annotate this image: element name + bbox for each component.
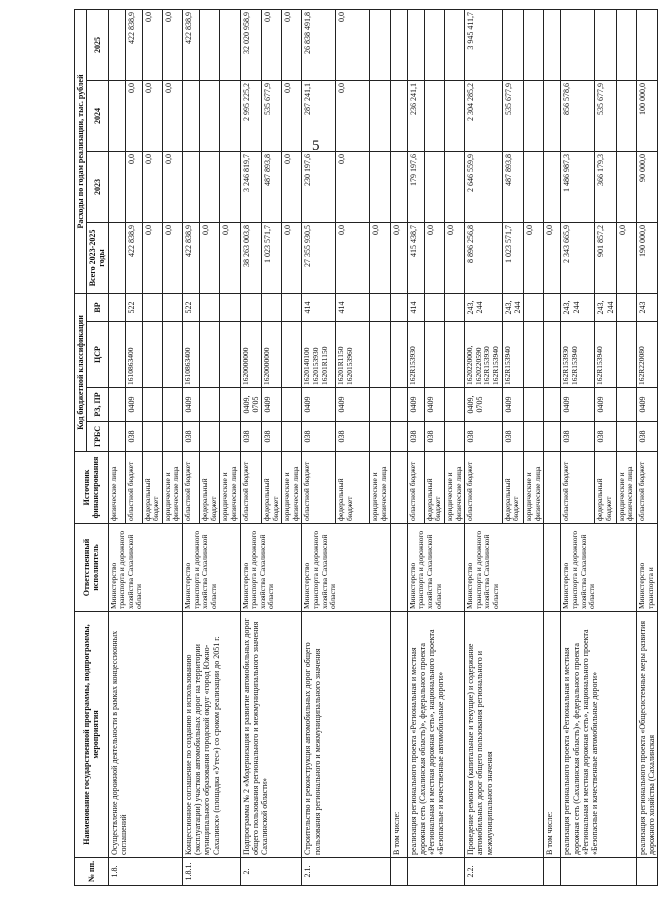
rz-cell: 0409: [407, 388, 424, 422]
vr-cell: [108, 293, 125, 321]
measure-name-cell: В том числе:: [544, 612, 561, 858]
source-cell: юридические и физические лица: [524, 452, 544, 524]
source-cell: областной бюджет: [636, 452, 657, 524]
grbs-cell: 038: [240, 422, 261, 452]
year-2024-cell: 2 995 225,2: [240, 80, 261, 151]
row-number-cell: 2.2.: [465, 858, 544, 886]
vr-cell: 243, 244: [465, 293, 503, 321]
total-cell: [108, 222, 125, 293]
year-2023-cell: [616, 151, 636, 222]
responsible-cell: Министерство транспорта и: [636, 524, 657, 612]
year-2025-cell: 3 945 411,7: [465, 9, 503, 80]
total-cell: 0,0: [524, 222, 544, 293]
measure-name-cell: реализация регионального проекта «Общесистемные меры развития дорожного хозяйства (Сахалинская: [636, 612, 657, 858]
rz-cell: [282, 388, 302, 422]
row-number-cell: [561, 858, 637, 886]
responsible-cell: Министерство транспорта и дорожного хозяйства Сахалинской области: [108, 524, 183, 612]
year-2025-cell: 422 838,9: [183, 9, 200, 80]
year-2025-cell: [524, 9, 544, 80]
year-2023-cell: 0,0: [125, 151, 142, 222]
total-cell: 0,0: [370, 222, 390, 293]
grbs-cell: 038: [302, 422, 336, 452]
year-2025-cell: [108, 9, 125, 80]
table-row: [636, 9, 657, 885]
year-2024-cell: [108, 80, 125, 151]
year-2025-cell: 32 020 958,9: [240, 9, 261, 80]
vr-cell: 414: [407, 293, 424, 321]
source-cell: федеральный бюджет: [336, 452, 370, 524]
table-row: [561, 9, 595, 885]
source-cell: физические лица: [108, 452, 125, 524]
total-cell: 0,0: [162, 222, 182, 293]
year-2024-cell: 535 677,9: [261, 80, 281, 151]
year-2024-cell: [220, 80, 240, 151]
rz-cell: [390, 388, 407, 422]
vr-cell: 243, 244: [561, 293, 595, 321]
csr-cell: 162R153940: [502, 322, 523, 388]
grbs-cell: 038: [336, 422, 370, 452]
page-number: 5: [312, 138, 320, 154]
csr-cell: [616, 322, 636, 388]
year-2025-cell: 422 838,9: [125, 9, 142, 80]
year-2025-cell: [636, 9, 657, 80]
csr-cell: [444, 322, 464, 388]
year-2023-cell: 230 197,6: [302, 151, 336, 222]
year-2024-cell: 287 241,1: [302, 80, 336, 151]
source-cell: областной бюджет: [302, 452, 336, 524]
table-row: [390, 9, 407, 885]
csr-cell: 1620140100 1620153930 16201R1150: [302, 322, 336, 388]
grbs-cell: [200, 422, 220, 452]
total-cell: 0,0: [444, 222, 464, 293]
header-responsible: Ответственный исполнитель: [75, 524, 109, 612]
rz-cell: [200, 388, 220, 422]
csr-cell: [282, 322, 302, 388]
header-budget-code: Код бюджетной классификации: [75, 293, 87, 451]
csr-cell: [108, 322, 125, 388]
source-cell: юридические и физические лица: [282, 452, 302, 524]
csr-cell: 1610863400: [125, 322, 142, 388]
year-2024-cell: 0,0: [336, 80, 370, 151]
year-2023-cell: 90 000,0: [636, 151, 657, 222]
year-2025-cell: [220, 9, 240, 80]
grbs-cell: [524, 422, 544, 452]
row-number-cell: 2.: [240, 858, 302, 886]
vr-cell: [200, 293, 220, 321]
row-number-cell: 1.8.1.: [183, 858, 241, 886]
total-cell: 415 438,7: [407, 222, 424, 293]
grbs-cell: [220, 422, 240, 452]
year-2025-cell: [390, 9, 407, 80]
year-2023-cell: [390, 151, 407, 222]
year-2023-cell: [108, 151, 125, 222]
year-2023-cell: [444, 151, 464, 222]
year-2025-cell: 0,0: [142, 9, 162, 80]
table-row: [240, 9, 261, 885]
year-2023-cell: 366 179,3: [595, 151, 616, 222]
total-cell: 422 838,9: [183, 222, 200, 293]
grbs-cell: [108, 422, 125, 452]
year-2023-cell: [220, 151, 240, 222]
rz-cell: [142, 388, 162, 422]
year-2025-cell: 0,0: [162, 9, 182, 80]
rz-cell: [544, 388, 561, 422]
year-2025-cell: 0,0: [336, 9, 370, 80]
rz-cell: 0409: [125, 388, 142, 422]
year-2024-cell: 535 677,9: [595, 80, 616, 151]
year-2024-cell: [616, 80, 636, 151]
total-cell: 422 838,9: [125, 222, 142, 293]
vr-cell: [142, 293, 162, 321]
year-2024-cell: 535 677,9: [502, 80, 523, 151]
grbs-cell: [444, 422, 464, 452]
grbs-cell: 038: [125, 422, 142, 452]
year-2024-cell: [524, 80, 544, 151]
total-cell: 0,0: [616, 222, 636, 293]
measure-name-cell: Концессионное соглашение по созданию и использованию (эксплуатации) участков автомобильных дорог на территории муниципального образования городской округ «город Южно-Сахалинск» (площадка «Утес») со сроком реализации до 2051 г.: [183, 612, 241, 858]
csr-cell: [142, 322, 162, 388]
total-cell: 0,0: [336, 222, 370, 293]
measure-name-cell: реализация регионального проекта «Региональная и местная дорожная сеть (Сахалинская область)», федерального проекта «Региональная и местная дорожная сеть», национального проекта «Безопасные и качественные автомобильные дороги»: [407, 612, 465, 858]
measure-name-cell: В том числе:: [390, 612, 407, 858]
csr-cell: [424, 322, 444, 388]
source-cell: областной бюджет: [561, 452, 595, 524]
year-2025-cell: 26 838 491,8: [302, 9, 336, 80]
vr-cell: [220, 293, 240, 321]
source-cell: юридические и физические лица: [370, 452, 390, 524]
rz-cell: [524, 388, 544, 422]
grbs-cell: 038: [502, 422, 523, 452]
vr-cell: [390, 293, 407, 321]
grbs-cell: 038: [595, 422, 616, 452]
vr-cell: [261, 293, 281, 321]
total-cell: 1 023 571,7: [502, 222, 523, 293]
year-2023-cell: 179 197,6: [407, 151, 424, 222]
header-2024: 2024: [87, 80, 108, 151]
header-num: № пп.: [75, 858, 109, 886]
source-cell: федеральный бюджет: [142, 452, 162, 524]
grbs-cell: [390, 422, 407, 452]
rz-cell: [220, 388, 240, 422]
year-2025-cell: [595, 9, 616, 80]
year-2024-cell: 0,0: [282, 80, 302, 151]
total-cell: 1 023 571,7: [261, 222, 281, 293]
rz-cell: [162, 388, 182, 422]
table-body: [108, 9, 658, 885]
year-2024-cell: [200, 80, 220, 151]
rz-cell: 0409: [302, 388, 336, 422]
year-2023-cell: [183, 151, 200, 222]
grbs-cell: 038: [261, 422, 281, 452]
year-2023-cell: [200, 151, 220, 222]
vr-cell: [162, 293, 182, 321]
csr-cell: 162R153940: [595, 322, 616, 388]
rotated-table-page: [74, 10, 657, 886]
total-cell: 8 896 256,8: [465, 222, 503, 293]
year-2024-cell: 2 304 285,2: [465, 80, 503, 151]
total-cell: 27 355 930,5: [302, 222, 336, 293]
year-2025-cell: [561, 9, 595, 80]
year-2023-cell: [370, 151, 390, 222]
total-cell: 901 857,2: [595, 222, 616, 293]
csr-cell: 1610863400: [183, 322, 200, 388]
responsible-cell: Министерство транспорта и дорожного хозяйства Сахалинской области: [240, 524, 302, 612]
budget-table: [74, 9, 658, 886]
year-2025-cell: [544, 9, 561, 80]
total-cell: 190 000,0: [636, 222, 657, 293]
grbs-cell: 038: [465, 422, 503, 452]
grbs-cell: [282, 422, 302, 452]
year-2024-cell: [424, 80, 444, 151]
table-row: [465, 9, 503, 885]
csr-cell: 1620000000: [261, 322, 281, 388]
rz-cell: [370, 388, 390, 422]
year-2023-cell: 0,0: [282, 151, 302, 222]
vr-cell: 522: [125, 293, 142, 321]
csr-cell: [544, 322, 561, 388]
year-2024-cell: 0,0: [142, 80, 162, 151]
source-cell: федеральный бюджет: [595, 452, 616, 524]
rz-cell: 0409: [595, 388, 616, 422]
responsible-cell: Министерство транспорта и дорожного хозяйства Сахалинской области: [407, 524, 465, 612]
source-cell: [544, 452, 561, 524]
responsible-cell: [390, 524, 407, 612]
source-cell: юридические и физические лица: [616, 452, 636, 524]
grbs-cell: 038: [424, 422, 444, 452]
table-row: [544, 9, 561, 885]
source-cell: [390, 452, 407, 524]
total-cell: 0,0: [424, 222, 444, 293]
year-2023-cell: 0,0: [162, 151, 182, 222]
year-2024-cell: 856 578,6: [561, 80, 595, 151]
total-cell: 0,0: [200, 222, 220, 293]
grbs-cell: 038: [636, 422, 657, 452]
source-cell: юридические и физические лица: [220, 452, 240, 524]
year-2023-cell: [524, 151, 544, 222]
vr-cell: 522: [183, 293, 200, 321]
rz-cell: 0409: [636, 388, 657, 422]
vr-cell: 243, 244: [502, 293, 523, 321]
table-row: [108, 9, 125, 885]
responsible-cell: Министерство транспорта и дорожного хозяйства Сахалинской области: [183, 524, 241, 612]
source-cell: федеральный бюджет: [424, 452, 444, 524]
responsible-cell: Министерство транспорта и дорожного хозяйства Сахалинской области: [465, 524, 544, 612]
row-number-cell: [390, 858, 407, 886]
vr-cell: [240, 293, 261, 321]
year-2023-cell: 0,0: [142, 151, 162, 222]
vr-cell: [544, 293, 561, 321]
grbs-cell: 038: [561, 422, 595, 452]
csr-cell: 162R153930 162R153940: [561, 322, 595, 388]
total-cell: 0,0: [390, 222, 407, 293]
vr-cell: [282, 293, 302, 321]
vr-cell: [444, 293, 464, 321]
source-cell: федеральный бюджет: [261, 452, 281, 524]
year-2025-cell: [407, 9, 424, 80]
responsible-cell: Министерство транспорта и дорожного хозяйства Сахалинской области: [302, 524, 390, 612]
year-2025-cell: [200, 9, 220, 80]
vr-cell: 243, 244: [595, 293, 616, 321]
vr-cell: [616, 293, 636, 321]
csr-cell: [524, 322, 544, 388]
csr-cell: 162R153930: [407, 322, 424, 388]
row-number-cell: [636, 858, 657, 886]
csr-cell: 16201R1150 1620153960: [336, 322, 370, 388]
row-number-cell: 1.8.: [108, 858, 183, 886]
year-2023-cell: 487 893,8: [261, 151, 281, 222]
header-vr: ВР: [87, 293, 108, 321]
year-2023-cell: [424, 151, 444, 222]
year-2025-cell: 0,0: [261, 9, 281, 80]
rz-cell: 0409: [336, 388, 370, 422]
header-expenses: Расходы по годам реализации, тыс. рублей: [75, 9, 87, 293]
year-2023-cell: 1 486 987,3: [561, 151, 595, 222]
grbs-cell: 038: [183, 422, 200, 452]
csr-cell: 162R220080: [636, 322, 657, 388]
year-2025-cell: [616, 9, 636, 80]
header-total: Всего 2023-2025 годы: [87, 222, 108, 293]
total-cell: 0,0: [142, 222, 162, 293]
rz-cell: 0409: [261, 388, 281, 422]
rz-cell: [616, 388, 636, 422]
source-cell: областной бюджет: [125, 452, 142, 524]
source-cell: областной бюджет: [407, 452, 424, 524]
rz-cell: 0409: [561, 388, 595, 422]
csr-cell: [390, 322, 407, 388]
source-cell: юридические и физические лица: [162, 452, 182, 524]
measure-name-cell: Осуществление дорожной деятельности в рамках концессионных соглашений: [108, 612, 183, 858]
source-cell: федеральный бюджет: [502, 452, 523, 524]
year-2023-cell: 2 646 559,9: [465, 151, 503, 222]
header-source: Источник финансирования: [75, 452, 109, 524]
rz-cell: 0409, 0705: [465, 388, 503, 422]
total-cell: 0,0: [282, 222, 302, 293]
vr-cell: 414: [302, 293, 336, 321]
header-grbs: ГРБС: [87, 422, 108, 452]
responsible-cell: Министерство транспорта и дорожного хозяйства Сахалинской области: [561, 524, 637, 612]
year-2025-cell: [424, 9, 444, 80]
grbs-cell: [162, 422, 182, 452]
year-2023-cell: 3 246 819,7: [240, 151, 261, 222]
header-rz: РЗ, ПР: [87, 388, 108, 422]
vr-cell: [424, 293, 444, 321]
rz-cell: [444, 388, 464, 422]
measure-name-cell: Проведение ремонтов (капитальные и текущие) и содержание автомобильных дорог общего пользования регионального и межмуниципального значения: [465, 612, 544, 858]
csr-cell: [220, 322, 240, 388]
header-2025: 2025: [87, 9, 108, 80]
csr-cell: 1620220000, 1620220590 162R153930 162R153940: [465, 322, 503, 388]
source-cell: областной бюджет: [240, 452, 261, 524]
year-2025-cell: [370, 9, 390, 80]
grbs-cell: [616, 422, 636, 452]
rz-cell: 0409: [424, 388, 444, 422]
vr-cell: 414: [336, 293, 370, 321]
rz-cell: 0409: [502, 388, 523, 422]
year-2024-cell: 236 241,1: [407, 80, 424, 151]
measure-name-cell: Строительство и реконструкция автомобильных дорог общего пользования регионального и межмуниципального значения: [302, 612, 390, 858]
grbs-cell: [370, 422, 390, 452]
table-row: [302, 9, 336, 885]
total-cell: 2 343 665,9: [561, 222, 595, 293]
total-cell: 38 263 003,8: [240, 222, 261, 293]
year-2024-cell: [444, 80, 464, 151]
year-2025-cell: [502, 9, 523, 80]
grbs-cell: [544, 422, 561, 452]
year-2024-cell: [390, 80, 407, 151]
rz-cell: 0409: [183, 388, 200, 422]
year-2025-cell: 0,0: [282, 9, 302, 80]
year-2024-cell: 100 000,0: [636, 80, 657, 151]
year-2024-cell: 0,0: [162, 80, 182, 151]
year-2024-cell: [370, 80, 390, 151]
csr-cell: 1620000000: [240, 322, 261, 388]
csr-cell: [162, 322, 182, 388]
year-2024-cell: [183, 80, 200, 151]
source-cell: областной бюджет: [183, 452, 200, 524]
total-cell: 0,0: [544, 222, 561, 293]
source-cell: областной бюджет: [465, 452, 503, 524]
vr-cell: 243: [636, 293, 657, 321]
csr-cell: [200, 322, 220, 388]
csr-cell: [370, 322, 390, 388]
grbs-cell: 038: [407, 422, 424, 452]
measure-name-cell: реализация регионального проекта «Региональная и местная дорожная сеть (Сахалинская область)», федерального проекта «Региональная и местная дорожная сеть», национального проекта «Безопасные и качественные автомобильные дороги»: [561, 612, 637, 858]
rz-cell: [108, 388, 125, 422]
vr-cell: [524, 293, 544, 321]
vr-cell: [370, 293, 390, 321]
table-row: [183, 9, 200, 885]
year-2024-cell: 0,0: [125, 80, 142, 151]
year-2024-cell: [544, 80, 561, 151]
header-csr: ЦСР: [87, 322, 108, 388]
source-cell: федеральный бюджет: [200, 452, 220, 524]
measure-name-cell: Подпрограмма № 2 «Модернизация и развитие автомобильных дорог общего пользования регионального и межмуниципального значения Сахалинской области»: [240, 612, 302, 858]
year-2025-cell: [444, 9, 464, 80]
year-2023-cell: 487 893,8: [502, 151, 523, 222]
year-2023-cell: 0,0: [336, 151, 370, 222]
year-2023-cell: [544, 151, 561, 222]
row-number-cell: [544, 858, 561, 886]
header-2023: 2023: [87, 151, 108, 222]
responsible-cell: [544, 524, 561, 612]
table-row: [407, 9, 424, 885]
row-number-cell: [407, 858, 465, 886]
source-cell: юридические и физические лица: [444, 452, 464, 524]
total-cell: 0,0: [220, 222, 240, 293]
row-number-cell: 2.1.: [302, 858, 390, 886]
rz-cell: 0409, 0705: [240, 388, 261, 422]
header-name: Наименование государственной программы, подпрограммы, мероприятия: [75, 612, 109, 858]
grbs-cell: [142, 422, 162, 452]
